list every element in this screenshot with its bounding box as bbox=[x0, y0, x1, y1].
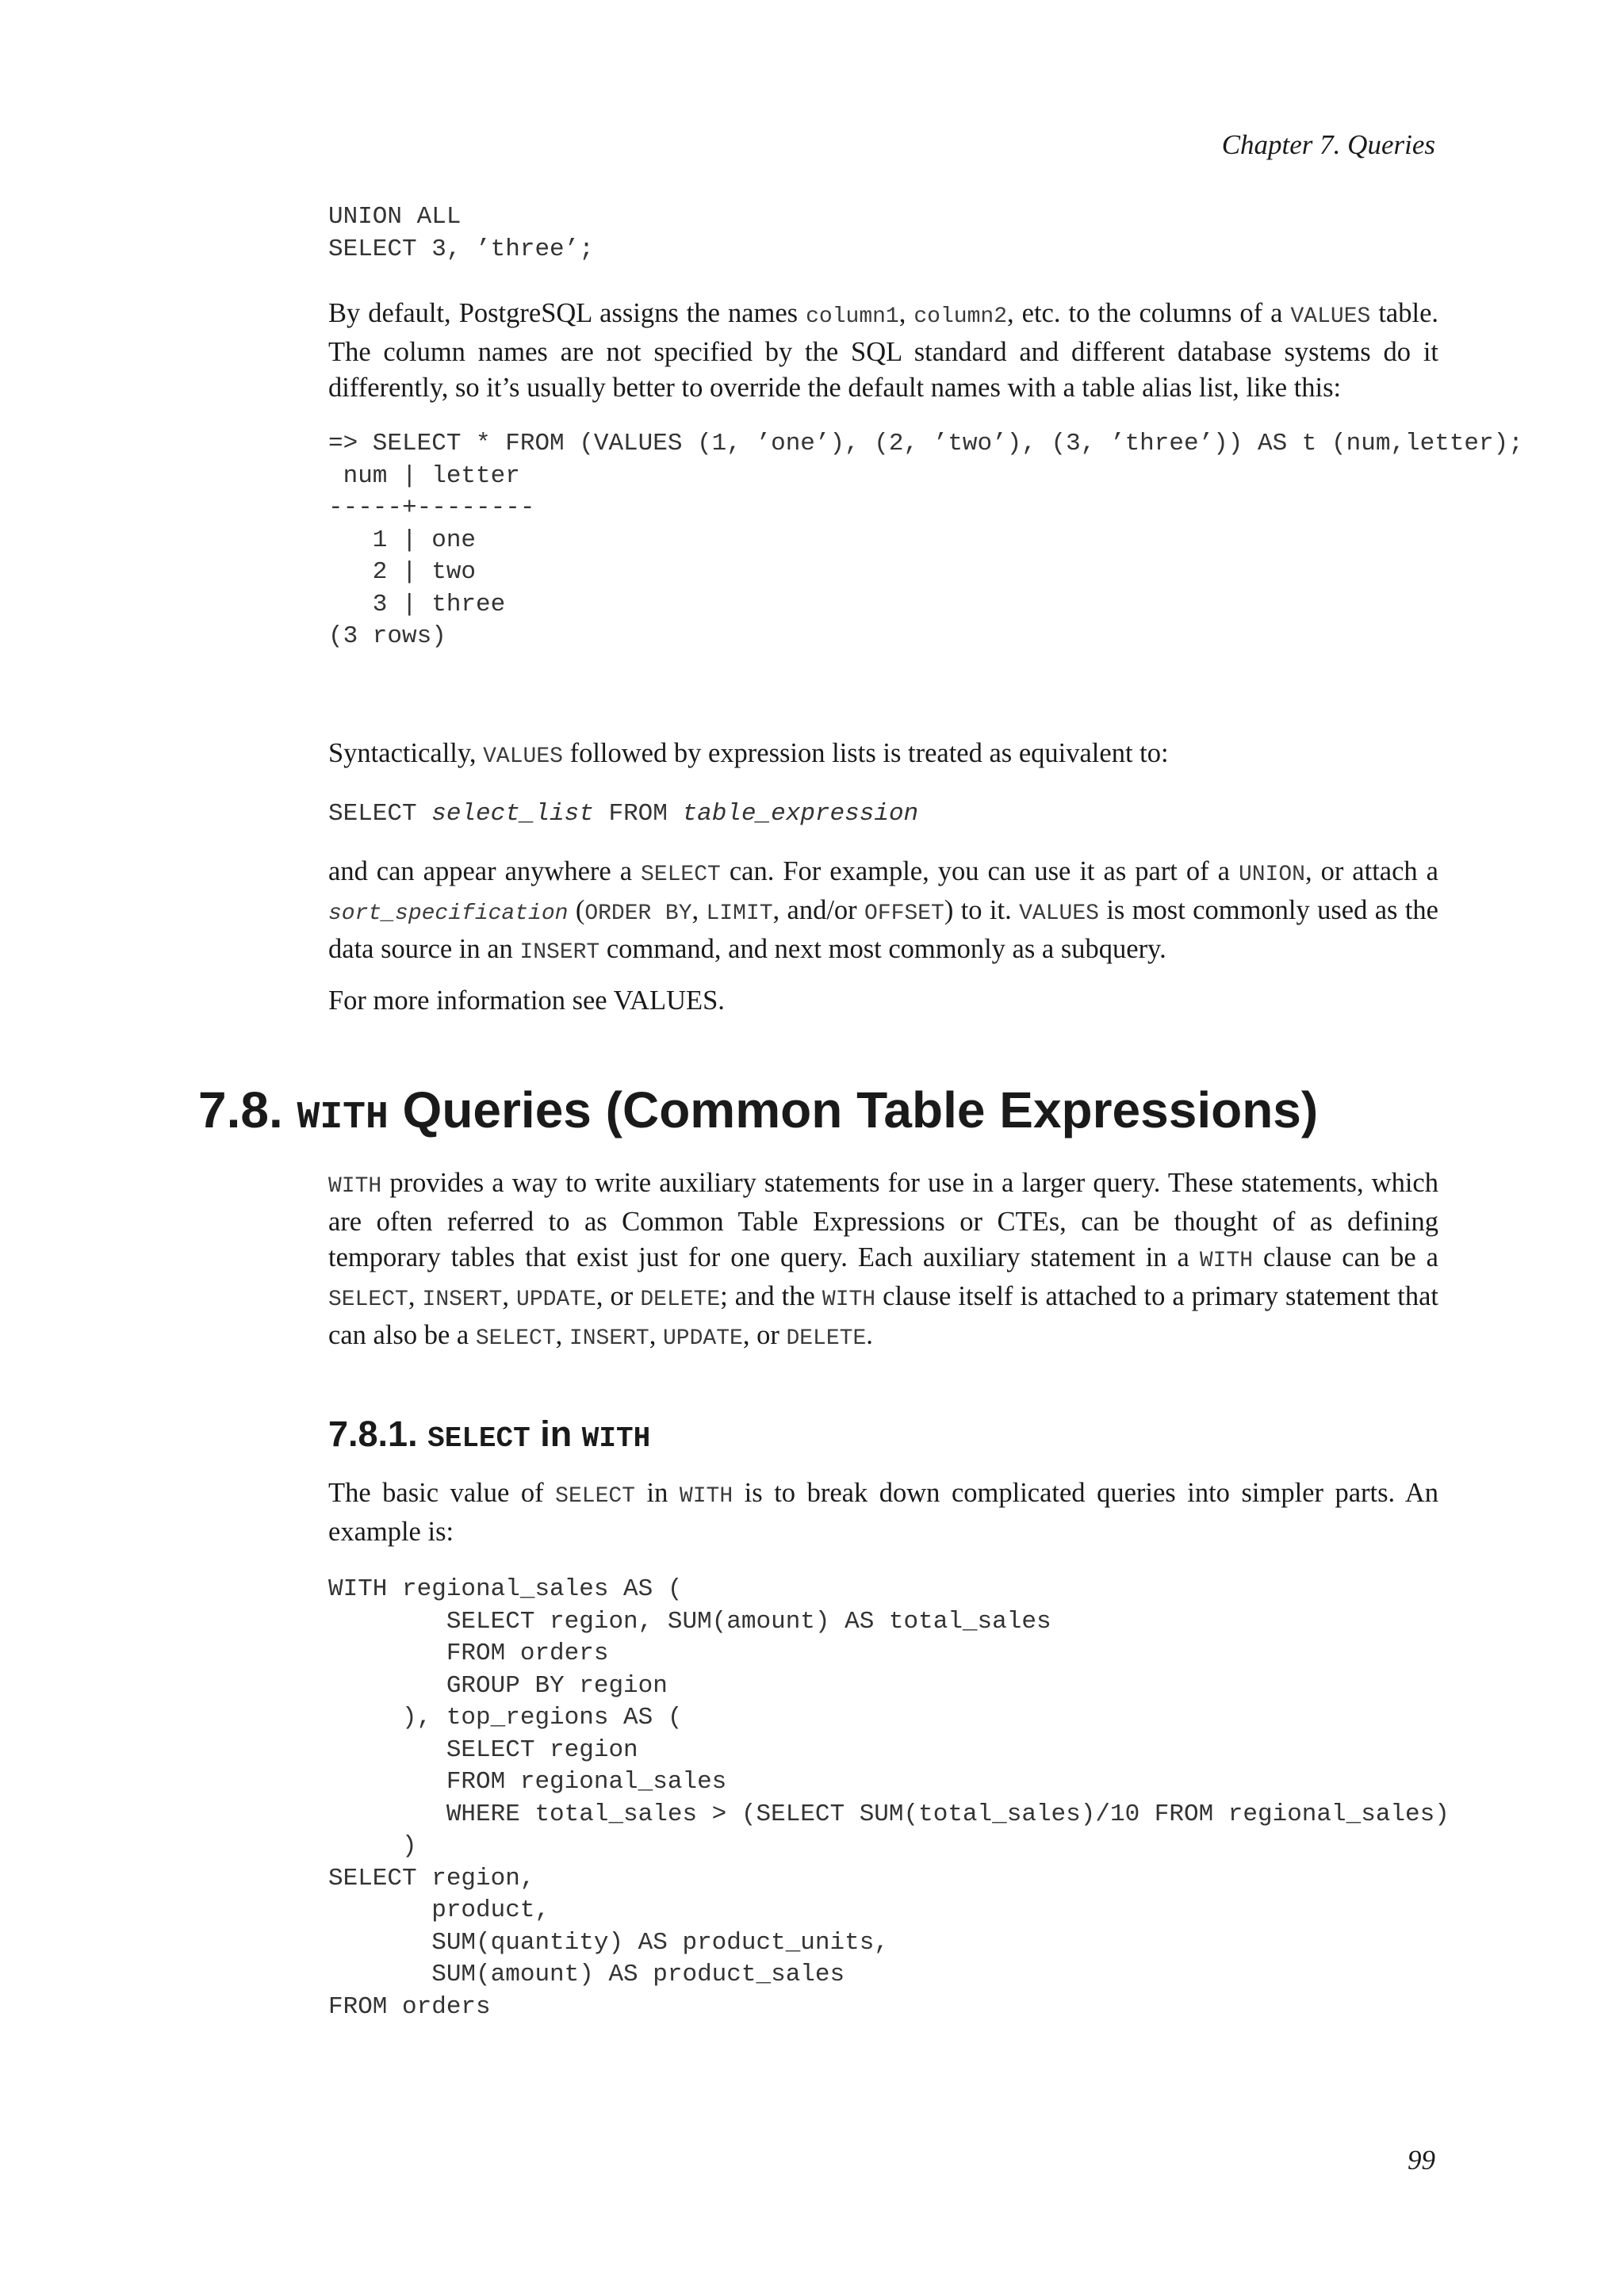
page-content bbox=[328, 198, 1523, 1019]
running-header: Chapter 7. Queries bbox=[1221, 129, 1435, 160]
section-content bbox=[328, 1165, 1450, 2023]
page-number: 99 bbox=[1408, 2145, 1435, 2175]
code-values-alias-example: => SELECT * FROM (VALUES (1, ’one’), (2, ’two’), (3, ’three’)) AS t (num,letter); num | letter -----+-------- 1 | one 2 | two 3 | three (3 rows) bbox=[328, 430, 1523, 650]
paragraph-anywhere-select: and can appear anywhere a SELECT can. For example, you can use it as part of a UNION, or attach a sort_specification (ORDER BY, LIMIT, and/or OFFSET) to it. VALUES is most commonly used as the data source in an INSERT command, and next most commonly as a subquery. bbox=[328, 856, 1438, 965]
paragraph-syntactically: Syntactically, VALUES followed by expression lists is treated as equivalent to: bbox=[328, 737, 1169, 769]
paragraph-basic-value: The basic value of SELECT in WITH is to break down complicated queries into simpler parts. An example is: bbox=[328, 1478, 1438, 1547]
paragraph-more-information: For more information see VALUES. bbox=[328, 985, 725, 1016]
code-with-regional-sales: WITH regional_sales AS ( SELECT region, SUM(amount) AS total_sales FROM orders GROUP BY region ), top_regions AS ( SELECT region FROM regional_sales WHERE total_sales > (SELECT SUM(total_sales)/10 FROM regional_sales) ) SELECT region, product, SUM(quantity) AS product_units, SUM(amount) AS product_sales FROM orders bbox=[328, 1575, 1450, 2021]
subsection-heading-select-in-with: 7.8.1. SELECT in WITH bbox=[328, 1414, 651, 1455]
paragraph-default-names: By default, PostgreSQL assigns the names column1, column2, etc. to the columns of a VALUES table. The column names are not specified by the SQL standard and different database systems do it differently, so it’s usually better to override the default names with a table alias list, like this: bbox=[328, 298, 1439, 403]
code-union-all: UNION ALL SELECT 3, ’three’; bbox=[328, 203, 594, 263]
code-select-synopsis: SELECT select_list FROM table_expression bbox=[328, 799, 919, 828]
section-heading-with-queries: 7.8. WITH Queries (Common Table Expressions) bbox=[198, 1081, 1319, 1139]
paragraph-with-intro: WITH provides a way to write auxiliary statements for use in a larger query. These statements, which are often referred to as Common Table Expressions or CTEs, can be thought of as defining temporary tables that exist just for one query. Each auxiliary statement in a WITH clause can be a SELECT, INSERT, UPDATE, or DELETE; and the WITH clause itself is attached to a primary statement that can also be a SELECT, INSERT, UPDATE, or DELETE. bbox=[328, 1168, 1439, 1351]
